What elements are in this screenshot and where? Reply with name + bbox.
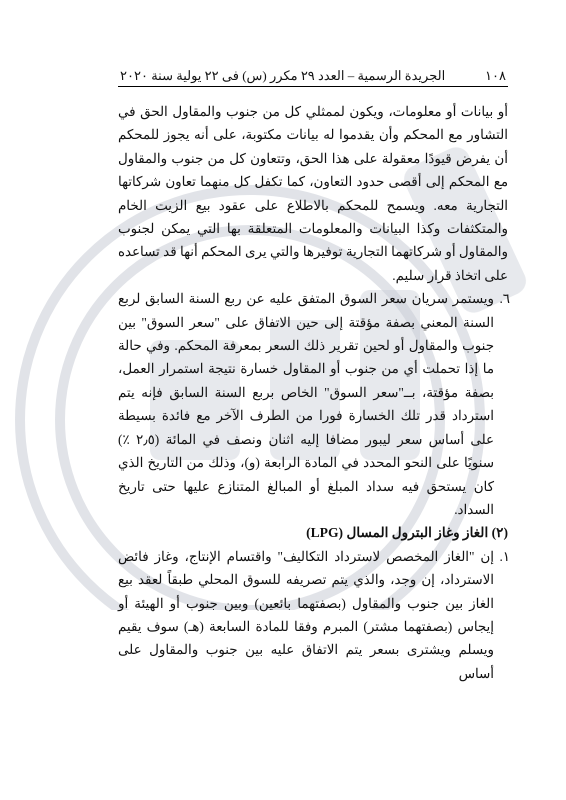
item-number: ٦. bbox=[499, 291, 510, 307]
list-item-6 bbox=[118, 287, 508, 521]
page-number: ١٠٨ bbox=[485, 68, 506, 83]
item-text: إن "الغاز المخصص لاسترداد التكاليف" واقتسام الإنتاج، وغاز فائض الاسترداد، إن وجد، والذي يتم تصريفه للسوق المحلي طبقاً لعقد بيع الغاز بين جنوب والمقاول (بصفتهما بائعين) وبين جنوب أو الهيئة أو إيجاس (بصفتهما مشتر) المبرم وفقا للمادة السابعة (هـ) سوف يقيم ويسلم ويشترى بسعر يتم الاتفاق عليه بين جنوب والمقاول على أساس bbox=[118, 548, 494, 681]
body-text bbox=[118, 100, 508, 685]
item-text: ويستمر سريان سعر السوق المتفق عليه عن ربع السنة السابق لربع السنة المعني بصفة مؤقتة إلى حين الاتفاق على "سعر السوق" بين جنوب والمقاول أو لحين تقرير ذلك السعر بمعرفة المحكم. وفي حالة ما إذا تحملت أي من جنوب أو المقاول خسارة نتيجة استمرار العمل، بصفة مؤقتة، بــ"سعر السوق" الخاص بربع السنة السابق فإنه يتم استرداد قدر تلك الخسارة فورا من الطرف الآخر مع فائدة بسيطة على أساس سعر ليبور مضافا إليه اثنان ونصف في المائة (٢٫٥ ٪) سنويًا على النحو المحدد في المادة الرابعة (و)، وذلك من التاريخ الذي كان يستحق فيه سداد المبلغ أو المبالغ المتنازع عليها حتى تاريخ السداد. bbox=[118, 291, 495, 517]
paragraph-continued: أو بيانات أو معلومات، ويكون لممثلي كل من جنوب والمقاول الحق في التشاور مع المحكم وأن يقدموا له بيانات مكتوبة، على أنه يجوز للمحكم أن يفرض قيودًا معقولة على هذا الحق، وتتعاون كل من جنوب والمقاول مع المحكم إلى أقصى حدود التعاون، كما تكفل كل منهما تعاون شركاتها التجارية معه. ويسمح للمحكم بالاطلاع على عقود بيع الزيت الخام والمتكثفات وكذا البيانات والمعلومات المتعلقة بها التي يمكن لجنوب والمقاول أو شركاتهما التجارية توفيرها والتي يرى المحكم أنها قد تساعده على اتخاذ قرار سليم. bbox=[118, 104, 508, 283]
page-header bbox=[120, 62, 506, 84]
section-heading: (٢) الغاز وغاز البترول المسال (LPG) bbox=[306, 525, 508, 541]
list-item-1 bbox=[118, 545, 508, 685]
header-rule bbox=[118, 86, 508, 87]
item-number: ١. bbox=[499, 548, 510, 564]
running-title: الجريدة الرسمية – العدد ٢٩ مكرر (س) فى ٢٢ يولية سنة ٢٠٢٠ bbox=[120, 68, 446, 83]
